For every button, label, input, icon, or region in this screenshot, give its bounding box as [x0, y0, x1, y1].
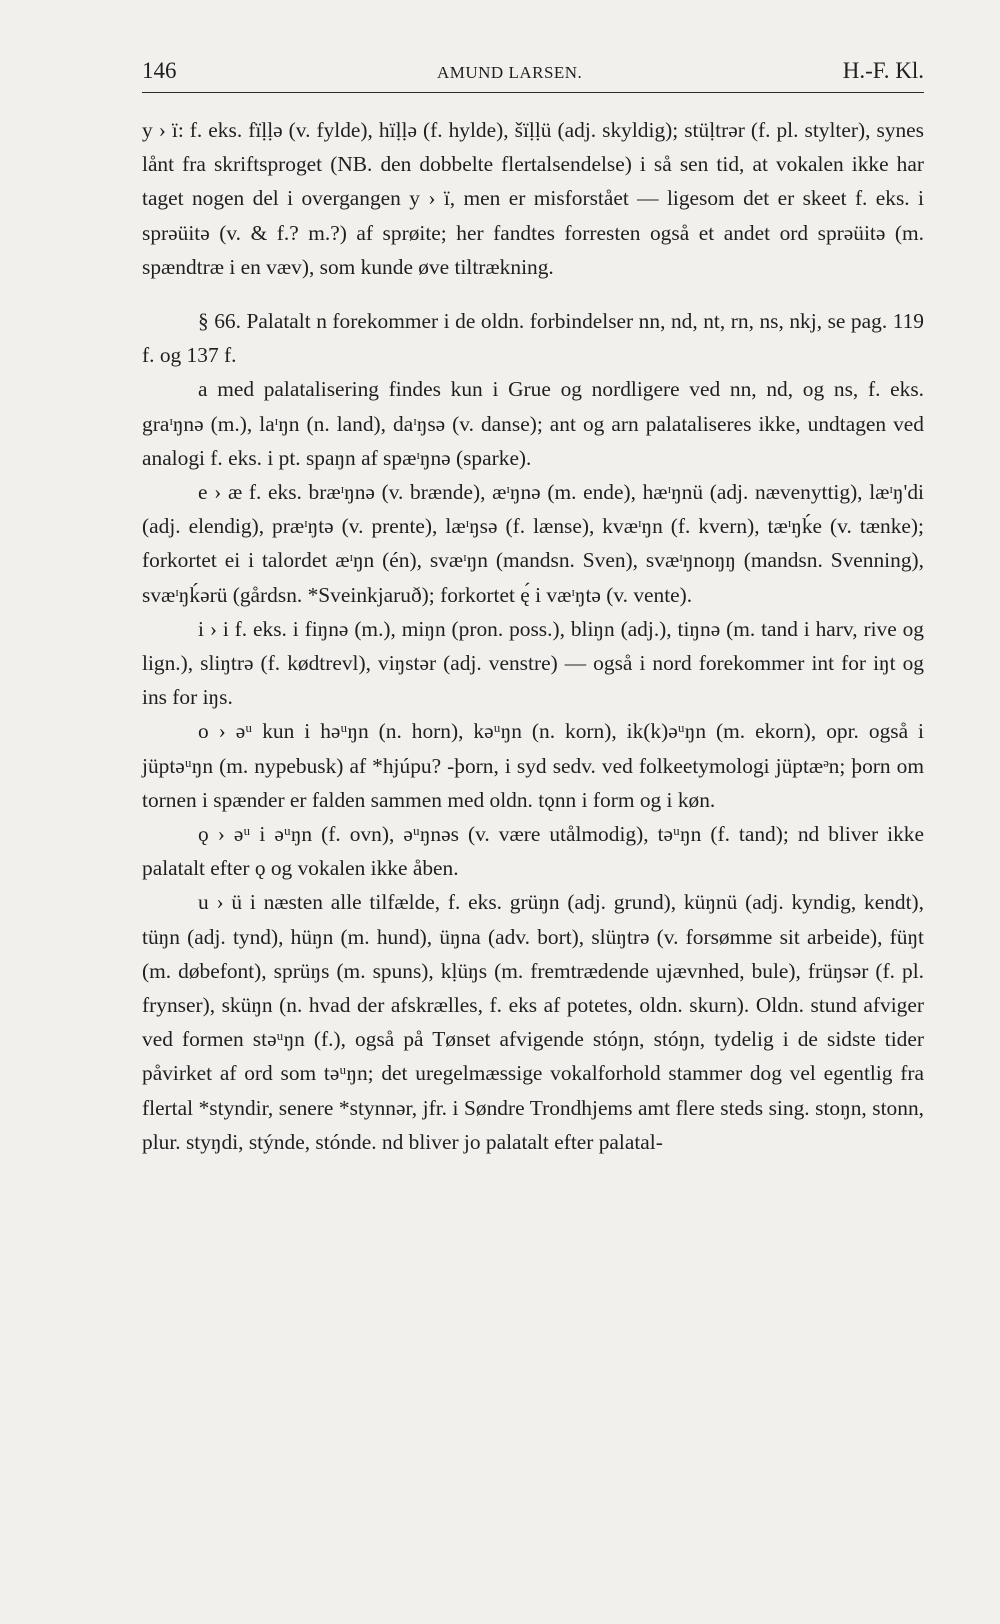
paragraph-u: u › ü i næsten alle tilfælde, f. eks. grüŋn (adj. grund), küŋnü (adj. kyndig, kendt), tüŋn (adj. tynd), hüŋn (m. hund), üŋna (adv. bort), slüŋtrə (v. forsømme sit arbeide), füŋt (m. døbefont), sprüŋs (m. spuns), kḷüŋs (m. fremtrædende ujævnhed, bule), früŋsər (f. pl. frynser), sküŋn (n. hvad der afskrælles, f. eks af potetes, oldn. skurn). Oldn. stund afviger ved formen stəᵘŋn (f.), også på Tønset afvigende stóŋn, stóŋn, tydelig i de sidste tider påvirket af ord som təᵘŋn; det uregelmæssige vokalforhold stammer dog vel egentlig fra flertal *styndir, senere *stynnər, jfr. i Søndre Trondhjems amt flere steds sing. stoŋn, stonn, plur. styŋdi, stýnde, stónde. nd bliver jo palatalt efter palatal-: [142, 890, 924, 1154]
paragraph-y: y › ï: f. eks. fïḷḷə (v. fylde), hïḷḷə (f. hylde), šïḷḷü (adj. skyldig); stüḷtrər (f. pl. stylter), synes lånt fra skriftsproget (NB. den dobbelte flertalsendelse) i så sen tid, at vokalen ikke har taget nogen del i overgangen y › ï, men er misforstået — ligesom det er skeet f. eks. i sprəüitə (v. & f.? m.?) af sprøite; her fandtes forresten også et andet ord sprəüitə (m. spændtræ i en væv), som kunde øve tiltrækning.: [142, 118, 924, 279]
paragraph-a: a med palatalisering findes kun i Grue og nordligere ved nn, nd, og ns, f. eks. graᶦŋnə (m.), laᶦŋn (n. land), daᶦŋsə (v. danse); ant og arn palataliseres ikke, undtagen ved analogi f. eks. i pt. spaŋn af spæᶦŋnə (sparke).: [142, 377, 924, 470]
page-number: 146: [142, 58, 177, 83]
paragraph-e: e › æ f. eks. bræᶦŋnə (v. brænde), æᶦŋnə (m. ende), hæᶦŋnü (adj. nævenyttig), læᶦŋ'di (adj. elendig), præᶦŋtə (v. prente), læᶦŋsə (f. lænse), kvæᶦŋn (f. kvern), tæᶦŋḱe (v. tænke); forkortet ei i talordet æᶦŋn (én), svæᶦŋn (mandsn. Sven), svæᶦŋnoŋŋ (mandsn. Svenning), svæᶦŋḱərü (gårdsn. *Sveinkjaruð); forkortet ę́ i væᶦŋtə (v. vente).: [142, 480, 924, 607]
running-title: AMUND LARSEN.: [436, 63, 583, 82]
paragraph-o-ogonek: ǫ › əᵘ i əᵘŋn (f. ovn), əᵘŋnəs (v. være utålmodig), təᵘŋn (f. tand); nd bliver ikke palatalt efter ǫ og vokalen ikke åben.: [142, 822, 924, 881]
paragraph-i: i › i f. eks. i fiŋnə (m.), miŋn (pron. poss.), bliŋn (adj.), tiŋnə (m. tand i harv, rive og lign.), sliŋtrə (f. kødtrevl), viŋstər (adj. venstre) — også i nord forekommer int for iŋt og ins for iŋs.: [142, 616, 924, 710]
section-label: H.-F. Kl.: [842, 58, 924, 83]
paragraph-o: o › əᵘ kun i həᵘŋn (n. horn), kəᵘŋn (n. korn), ik(k)əᵘŋn (m. ekorn), opr. også i jüptəᵘŋn (m. nypebusk) af *hjúpu? -þorn, i syd sedv. ved folkeetymologi jüptæᵊn; þorn om tornen i spænder er falden sammen med oldn. tǫnn i form og i køn.: [142, 719, 924, 812]
running-header: [142, 58, 924, 93]
paragraph-section-66: § 66. Palatalt n forekommer i de oldn. forbindelser nn, nd, nt, rn, ns, nkj, se pag. 119 f. og 137 f.: [142, 309, 924, 368]
